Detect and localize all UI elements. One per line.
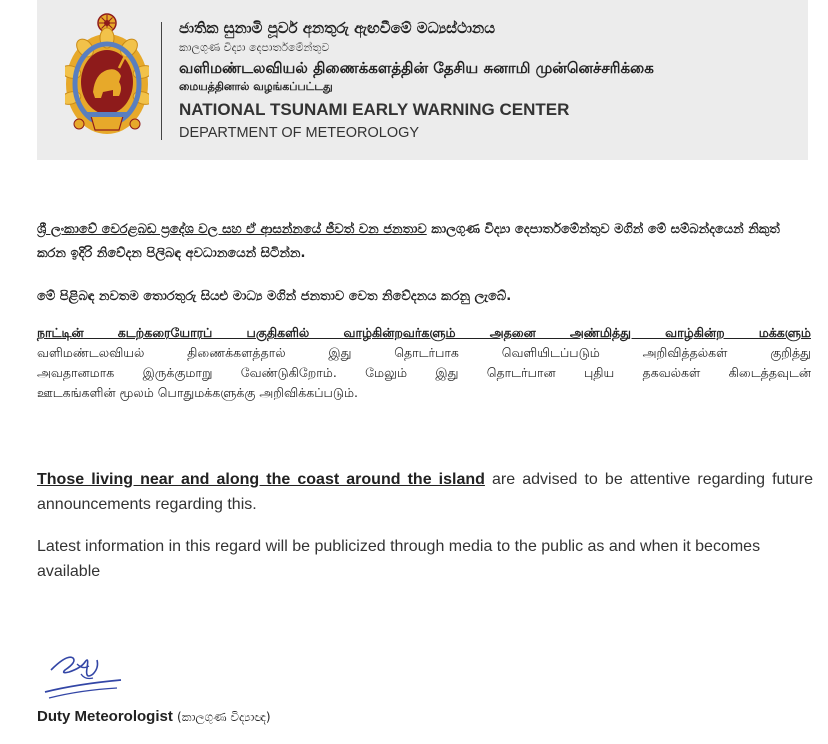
duty-label-sinhala: (කාලගුණ විද්‍යාඥ): [177, 710, 271, 724]
sri-lanka-emblem-icon: [65, 12, 149, 138]
english-paragraph-2: Latest information in this regard will be publicized through media to the public as and when it becomes available: [37, 538, 761, 580]
header-english-title: NATIONAL TSUNAMI EARLY WARNING CENTER: [179, 100, 570, 119]
sinhala-paragraph-1: [37, 218, 812, 266]
signature-icon: [37, 640, 127, 702]
english-paragraph-1: [37, 467, 813, 517]
header-tamil-title: வளிமண்டலவியல் திணைக்களத்தின் தேசிய சுனாமி முன்னெச்சரிக்கை: [179, 59, 654, 77]
english-paragraph-1-rest: are advised to be attentive regarding future announcements regarding this.: [37, 471, 814, 513]
header-text-block: [179, 18, 799, 143]
tamil-line-1: நாட்டின் கடற்கரையோரப் பகுதிகளில் வாழ்கின்றவர்களும் அதனை அண்மித்து வாழ்கின்ற மக்களும்: [37, 325, 811, 340]
letterhead: [37, 0, 808, 160]
tamil-line-3: அவதானமாக இருக்குமாறு வேண்டுகிறோம். மேலும் இது தொடர்பான புதிய தகவல்கள் கிடைத்தவுடன்: [37, 365, 811, 380]
tamil-line-4: ஊடகங்களின் மூலம் பொதுமக்களுக்கு அறிவிக்கப்படும்.: [37, 385, 359, 400]
tamil-line-2: வளிமண்டலவியல் திணைக்களத்தால் இது தொடர்பாக வெளியிடப்படும் அறிவித்தல்கள் குறித்து: [37, 345, 811, 360]
header-sinhala-department: කාලගුණ විද්‍යා දෙපාර්තමේන්තුව: [179, 41, 330, 54]
duty-meteorologist-label: [37, 706, 271, 728]
header-tamil-subtitle: மையத்தினால் வழங்கப்பட்டது: [179, 80, 333, 93]
header-divider: [161, 22, 162, 140]
sinhala-emphasis: ශ්‍රී ලංකාවේ වෙරළබඩ ප්‍රදේශ වල සහ ඒ ආසන්නයේ ජීවත් වන ජනතාව: [37, 222, 427, 237]
duty-label-english: Duty Meteorologist: [37, 708, 173, 725]
header-sinhala-title: ජාතික සුනාමි පූර්ව අනතුරු ඇඟවීමේ මධ්‍යස්ථානය: [179, 19, 496, 37]
english-emphasis: Those living near and along the coast around the island: [37, 471, 485, 488]
sinhala-paragraph-1-rest: කාලගුණ විද්‍යා දෙපාර්තමේන්තුව මගින් මේ සම්බන්දයෙන් නිකුත් කරන ඉදිරි නිවේදන පිලිබඳ අවධානයෙන් සිටින්න.: [37, 222, 780, 261]
sinhala-paragraph-2: මේ පිළිබඳ නවතම තොරතුරු සියළු මාධ්‍ය මගින් ජනතාව වෙත නිවේදනය කරනු ලැබේ.: [37, 289, 512, 304]
tamil-paragraph: [37, 323, 811, 403]
header-english-department: DEPARTMENT OF METEOROLOGY: [179, 125, 420, 141]
